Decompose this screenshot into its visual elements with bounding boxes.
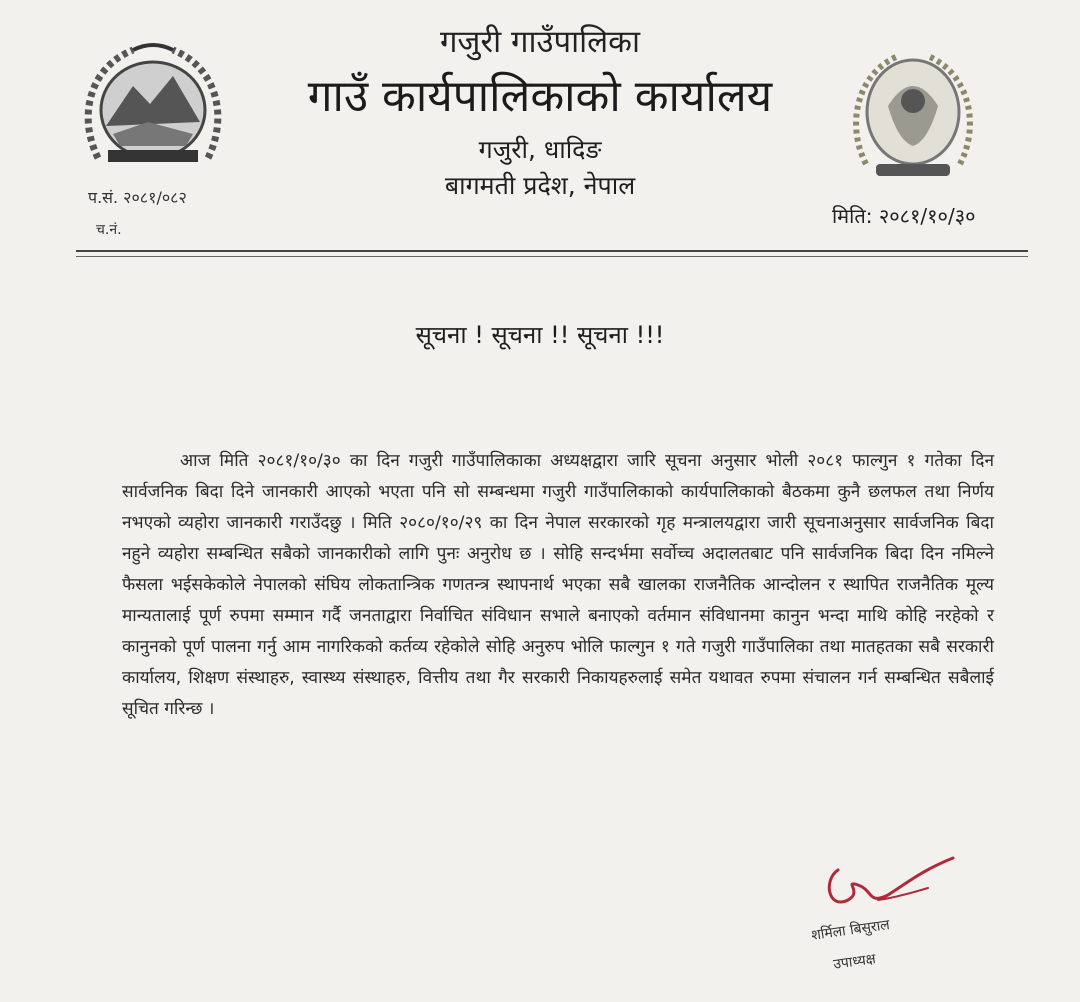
dispatch-number: च.नं. xyxy=(96,222,122,238)
header-divider-thin xyxy=(76,256,1028,257)
signatory-name: शर्मिला बिसुराल xyxy=(810,916,891,944)
document-date: मिति: २०८१/१०/३० xyxy=(832,204,976,228)
office-name: गाउँ कार्यपालिकाको कार्यालय xyxy=(307,71,773,122)
header-divider xyxy=(76,250,1028,252)
letterhead xyxy=(250,20,830,204)
nepal-government-emblem-icon xyxy=(78,38,228,178)
notice-title: सूचना ! सूचना !! सूचना !!! xyxy=(415,321,665,349)
office-province: बागमती प्रदेश, नेपाल xyxy=(444,171,636,200)
office-location: गजुरी, धादिङ xyxy=(478,135,602,164)
signature-icon xyxy=(818,850,958,920)
notice-body: आज मिति २०८१/१०/३० का दिन गजुरी गाउँपालिकाका अध्यक्षद्वारा जारि सूचना अनुसार भोली २०८१ फाल्गुन १ गतेका दिन सार्वजनिक बिदा दिने जानकारी आएको भएता पनि सो सम्बन्धमा गजुरी गाउँपालिकाको कार्यपालिकाको बैठकमा कुनै छलफल तथा निर्णय नभएको व्यहोरा जानकारी गराउँदछु । मिति २०८०/१०/२९ का दिन नेपाल सरकारको गृह मन्त्रालयद्वारा जारी सूचनाअनुसार सार्वजनिक बिदा नहुने व्यहोरा सम्बन्धित सबैको जानकारीको लागि पुनः अनुरोध छ । सोहि सन्दर्भमा सर्वोच्च अदालतबाट पनि सार्वजनिक बिदा दिन नमिल्ने फैसला भईसकेकोले नेपालको संघिय लोकतान्त्रिक गणतन्त्र स्थापनार्थ भएका सबै खालका राजनैतिक आन्दोलन र स्थापित राजनैतिक मूल्य मान्यतालाई पूर्ण रुपमा सम्मान गर्दै जनताद्वारा निर्वाचित संविधान सभाले बनाएको वर्तमान संविधानमा कानुन भन्दा माथि कोहि नरहेको र कानुनको पूर्ण पालना गर्नु आम नागरिकको कर्तव्य रहेकोले सोहि अनुरुप भोलि फाल्गुन १ गते गजुरी गाउँपालिका तथा मातहतका सबै सरकारी कार्यालय, शिक्षण संस्थाहरु, स्वास्थ्य संस्थाहरु, वित्तीय तथा गैर सरकारी निकायहरुलाई समेत यथावत रुपमा संचालन गर्न सम्बन्धित सबैलाई सूचित गरिन्छ । xyxy=(122,451,994,719)
municipality-name: गजुरी गाउँपालिका xyxy=(439,24,640,60)
municipality-seal-icon xyxy=(848,46,978,186)
reference-number: प.सं. २०८१/०८२ xyxy=(88,188,187,207)
signatory-title: उपाध्यक्ष xyxy=(832,951,877,973)
